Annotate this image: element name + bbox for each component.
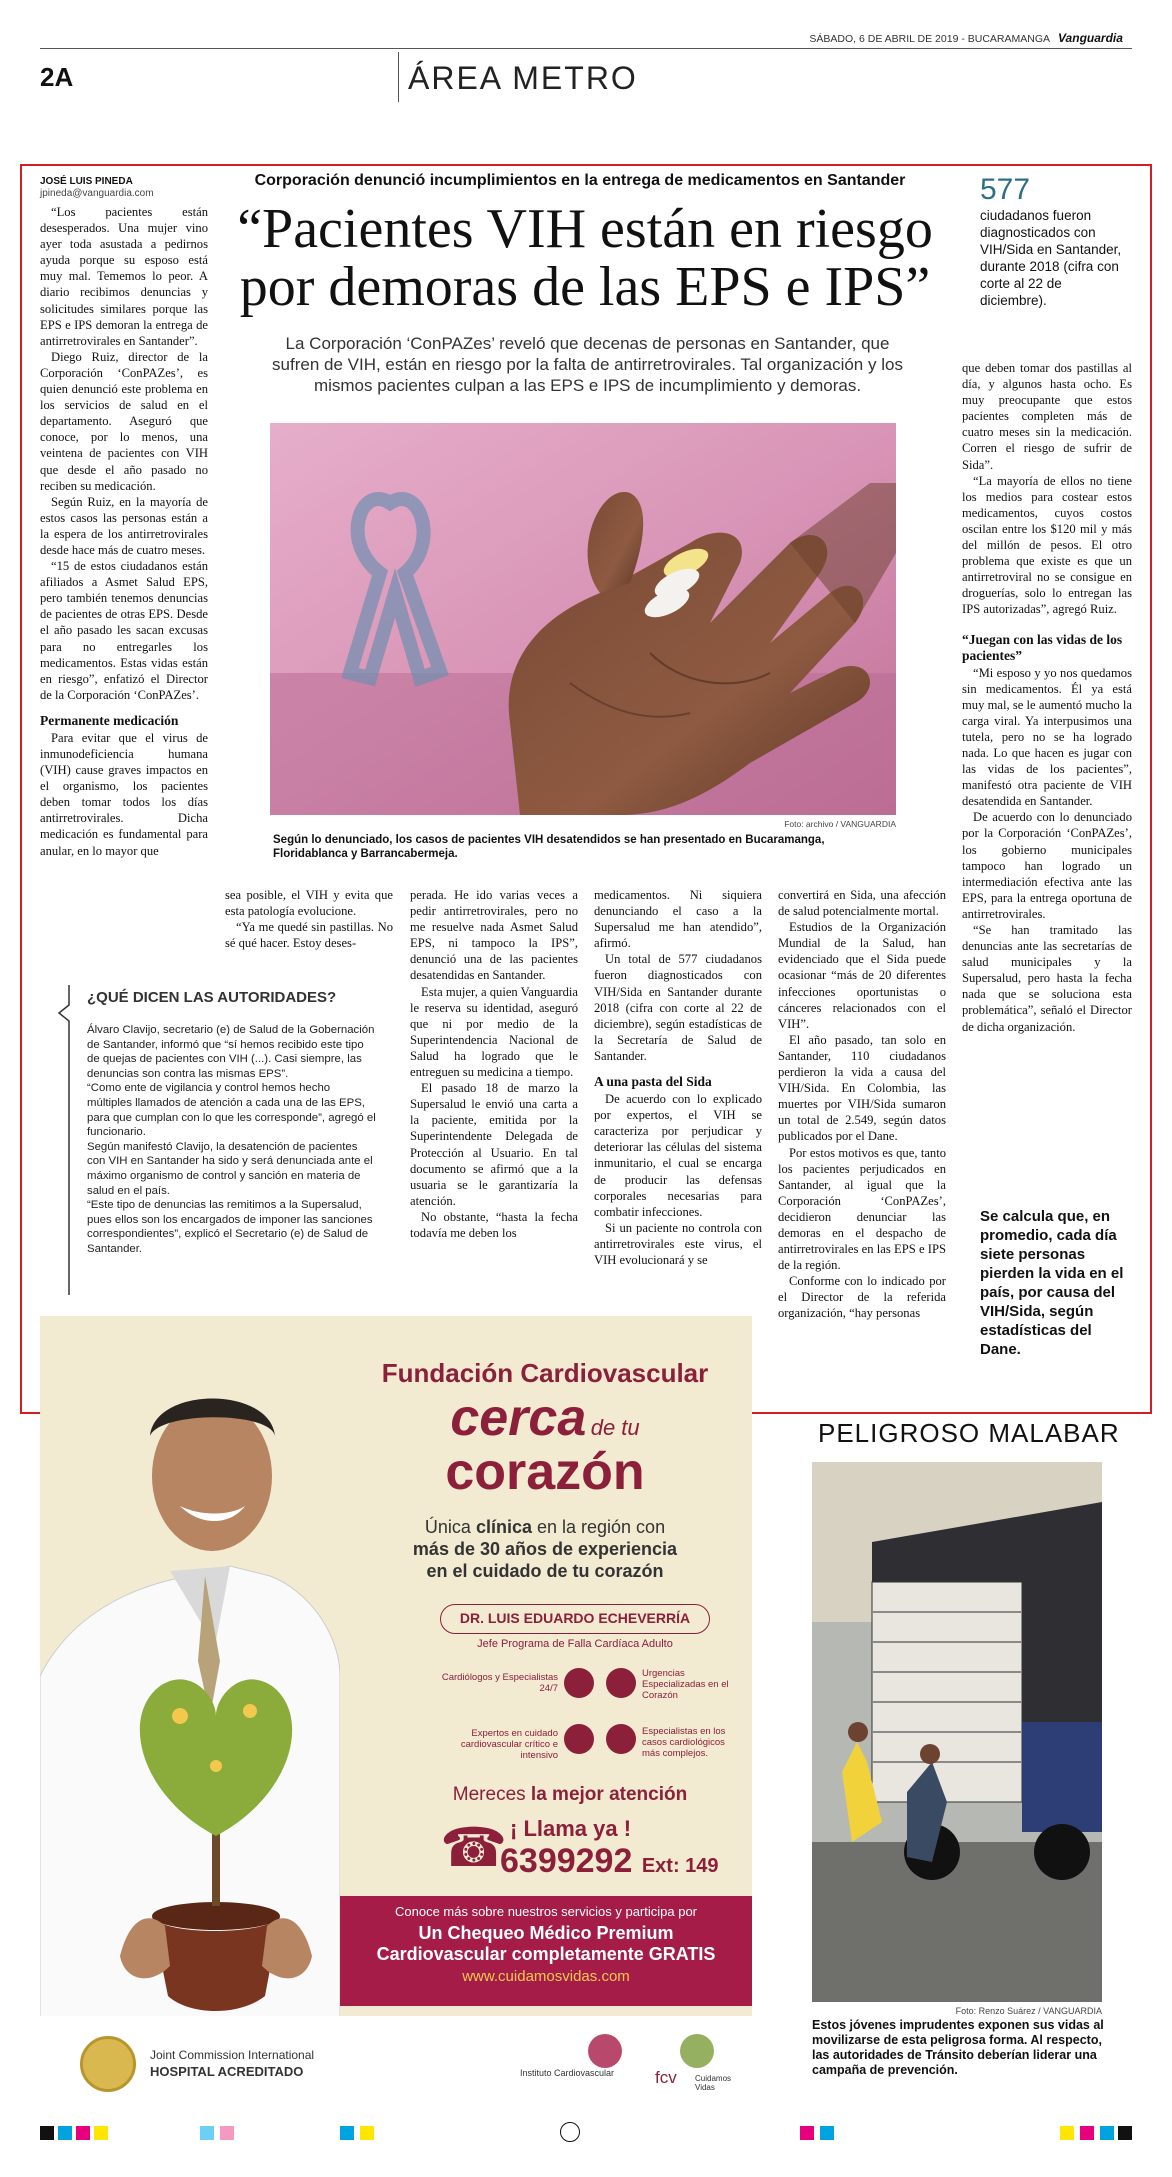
- ad-title: Fundación Cardiovascular: [381, 1358, 709, 1388]
- feature-complex: Especialistas en los casos cardiológicos más complejos.: [642, 1726, 726, 1759]
- paragraph: “Ya me quedé sin pastillas. No sé qué hacer. Estoy deses-: [225, 920, 393, 951]
- cardiovascular-ad: [40, 1316, 752, 2113]
- ad-url[interactable]: www.cuidamosvidas.com: [462, 1968, 630, 1985]
- paragraph: Por estos motivos es que, tanto los pacientes perjudicados en Santander, al igual que la Corporación ‘ConPAZes’, decidieron denunciar las demoras en el despacho de antirretrovirales en las EPS e IPS de la región.: [778, 1145, 946, 1273]
- page-number: 2A: [40, 62, 74, 92]
- brand-logo: Vanguardia: [1058, 31, 1123, 45]
- feature-specialists: Cardiólogos y Especialistas 24/7: [441, 1672, 558, 1694]
- sidebar-stat: Se calcula que, en promedio, cada día siete personas pierden la vida en el país, por causa del VIH/Sida, según estadísticas del Dane.: [980, 1208, 1124, 1358]
- author-email: jpineda@vanguardia.com: [40, 188, 154, 199]
- subhead: “Juegan con las vidas de los pacientes”: [962, 631, 1123, 663]
- column-4: [594, 887, 762, 1268]
- side-photo-caption: Estos jóvenes imprudentes exponen sus vidas al movilizarse de esta peligrosa forma. Al respecto, las autoridades de Tránsito deberían liderar una campaña de prevención.: [812, 2018, 1104, 2077]
- paragraph: De acuerdo con lo explicado por expertos, el VIH se caracteriza por perjudicar y deteriorar las células del sistema inmunitario, el cual se encarga de producir las defensas corporales necesarias para combatir infecciones.: [594, 1092, 762, 1219]
- paragraph: convertirá en Sida, una afección de salud potencialmente mortal.: [778, 888, 946, 919]
- promo-band: [340, 1896, 752, 2006]
- phone-icon: ☎: [440, 1816, 508, 1879]
- side-story-title: PELIGROSO MALABAR: [818, 1418, 1120, 1448]
- headline-line-2: por demoras de las EPS e IPS”: [239, 256, 931, 318]
- hand-pills-illustration: [270, 423, 896, 815]
- column-1: [40, 204, 208, 859]
- section-title: ÁREA METRO: [408, 60, 638, 96]
- hand-pills-photo: [270, 423, 896, 815]
- paragraph: medicamentos. Ni siquiera denunciando el caso a la Supersalud me han atendido”, afirmó.: [594, 888, 762, 951]
- paragraph: perada. He ido varias veces a pedir antirretrovirales, pero no me resuelve nada Asmet Salud EPS, ni tampoco la IPS”, denunció una de las pacientes desatendidas en Santander.: [410, 888, 578, 983]
- fcv-logo-sub: Cuidamos Vidas: [695, 2074, 732, 2092]
- fcv-logo-text: fcv: [655, 2068, 677, 2087]
- paragraph: Si un paciente no controla con antirretrovirales este virus, el VIH evolucionará y se: [594, 1220, 762, 1267]
- stat-text: ciudadanos fueron diagnosticados con VIH/Sida en Santander, durante 2018 (cifra con corte al 22 de diciembre).: [980, 208, 1122, 308]
- paragraph: “La mayoría de ellos no tiene los medios para costear estos medicamentos, cuyos costos oscilan entre los $120 mil y más del millón de pesos. El otro problema que existe es que un antirretroviral no se consigue en droguerías, solo lo entregan las IPS autorizadas”, agregó Ruiz.: [962, 473, 1132, 617]
- paragraph: “Los pacientes están desesperados. Una mujer vino ayer toda asustada a pedirnos ayuda porque su esposo está muy mal. Tememos lo peor. A diario recibimos denuncias y solicitudes similares porque las EPS e IPS demoran la entrega de antirretrovirales en Santander”.: [40, 205, 208, 348]
- authorities-box: [55, 985, 375, 1295]
- paragraph: Según Ruiz, en la mayoría de estos casos las personas están a la espera de los antirretrovirales desde hace más de cuatro meses.: [40, 494, 208, 557]
- headline-line-1: “Pacientes VIH están en riesgo: [237, 198, 933, 260]
- paragraph: “Mi esposo y yo nos quedamos sin medicamentos. Él ya está muy mal, se le aumentó mucho la carga viral. Ya interpusimos una tutela, pero no se ha logrado nada. Lo que hacen es jugar con las vidas de los pacientes”, manifestó otra paciente de VIH desatendida en Santander.: [962, 665, 1132, 809]
- photo-credit: Foto: archivo / VANGUARDIA: [784, 819, 896, 829]
- doctor-title: Jefe Programa de Falla Cardíaca Adulto: [477, 1638, 673, 1650]
- authorities-title: ¿QUÉ DICEN LAS AUTORIDADES?: [87, 989, 337, 1006]
- jci-label-1: Joint Commission International: [150, 2048, 315, 2062]
- header-divider: [398, 52, 399, 102]
- headline: [220, 200, 950, 316]
- jci-seal: [80, 2036, 136, 2092]
- instituto-logo-icon: [588, 2034, 622, 2068]
- subhead: A una pasta del Sida: [594, 1074, 712, 1090]
- ad-phone: 6399292 Ext: 149: [500, 1842, 719, 1880]
- doctor-icon: [564, 1668, 594, 1698]
- print-registration-bar: [40, 2122, 1132, 2140]
- jci-label-2: HOSPITAL ACREDITADO: [150, 2064, 304, 2079]
- ad-slogan-de-tu: de tu: [590, 1415, 640, 1440]
- paragraph: sea posible, el VIH y evita que esta patología evolucione.: [225, 888, 393, 919]
- author-name: JOSÉ LUIS PINEDA: [40, 176, 133, 187]
- truck-photo: [812, 1462, 1102, 2002]
- column-3: [410, 887, 578, 1241]
- column-5: [778, 887, 946, 1322]
- feature-critical: Expertos en cuidado cardiovascular crítico e intensivo: [460, 1728, 558, 1761]
- truck-illustration: [812, 1462, 1102, 2002]
- promo-line-1: Conoce más sobre nuestros servicios y participa por: [394, 1904, 698, 1919]
- ad-call: ¡ Llama ya !: [510, 1816, 632, 1841]
- paragraph: Conforme con lo indicado por el Director de la referida organización, “hay personas: [778, 1274, 946, 1321]
- column-2: [225, 887, 393, 951]
- paragraph: Diego Ruiz, director de la Corporación ‘ConPAZes’, es quien denunció este problema en los servicios de salud en el departamento. Aseguró que conoce, por lo menos, una veintena de pacientes con VIH que desde el año pasado no reciben su medicación.: [40, 349, 208, 493]
- ad-deserve: Mereces la mejor atención: [452, 1784, 688, 1805]
- authorities-body: [87, 1023, 377, 1257]
- ad-slogan: [340, 1388, 750, 1501]
- paragraph: El año pasado, tan solo en Santander, 110 ciudadanos perdieron la vida a causa del VIH/Sida. En Colombia, las muertes por VIH/Sida sumaron un total de 2.549, según datos publicados por el Dane.: [778, 1032, 946, 1144]
- kicker: Corporación denunció incumplimientos en la entrega de medicamentos en Santander: [254, 172, 906, 189]
- paragraph: “Como ente de vigilancia y control hemos hecho múltiples llamados de atención a cada una de las EPS, para que cumplan con lo que les corresponde”, agregó el funcionario.: [87, 1082, 376, 1139]
- stat-number: 577: [980, 173, 1031, 206]
- side-photo-credit: Foto: Renzo Suárez / VANGUARDIA: [955, 2006, 1102, 2016]
- paragraph: No obstante, “hasta la fecha todavía me deben los: [410, 1209, 578, 1240]
- promo-line-3: Cardiovascular completamente GRATIS: [376, 1944, 716, 1964]
- instituto-logo-text: Instituto Cardiovascular: [520, 2068, 615, 2078]
- fcv-logo-icon: [680, 2034, 714, 2068]
- paragraph: “Este tipo de denuncias las remitimos a la Supersalud, pues ellos son los encargados de imponer las sanciones correspondientes”, explicó el Secretario (e) de Salud de Santander.: [87, 1199, 373, 1255]
- paragraph: “15 de estos ciudadanos están afiliados a Asmet Salud EPS, pero también tenemos denuncias de pacientes de otras EPS. Desde el año pasado les sacan excusas para no entregarles los medicamentos. Estas vidas están en riesgo”, enfatizó el Director de la Corporación ‘ConPAZes’.: [40, 559, 208, 702]
- paragraph: Según manifestó Clavijo, la desatención de pacientes con VIH en Santander ha sido y será denunciada ante el máximo organismo de control y sanción en materia de salud en el país.: [87, 1140, 373, 1197]
- doctor-name-box: DR. LUIS EDUARDO ECHEVERRÍA: [440, 1604, 710, 1634]
- team-icon: [606, 1724, 636, 1754]
- paragraph: Un total de 577 ciudadanos fueron diagnosticados con VIH/Sida en Santander durante 2018 (cifra con corte al 22 de diciembre), según estadísticas de la Secretaría de Salud de Santander.: [594, 952, 762, 1063]
- paragraph: Esta mujer, a quien Vanguardia le reserva su identidad, aseguró que ni por medio de la Superintendencia Nacional de Salud ha logrado que le entreguen su medicina a tiempo.: [410, 984, 578, 1080]
- lead-paragraph: La Corporación ‘ConPAZes’ reveló que decenas de personas en Santander, que sufren de VIH, están en riesgo por la falta de antirretrovirales. Tal organización y los mismos pacientes culpan a las EPS e IPS de incumplimiento y demoras.: [272, 334, 903, 395]
- paragraph: El pasado 18 de marzo la Supersalud le envió una carta a la paciente, emitida por la Superintendente Delegada de Protección al Usuario. En tal documento se afirmó que a la usuaria se le garantizaría la atención.: [410, 1081, 578, 1208]
- paragraph: que deben tomar dos pastillas al día, y algunos hasta ocho. Es muy preocupante que estos pacientes completen más de cuatro meses sin la medicación. Corren el riesgo de sufrir de Sida”.: [962, 361, 1132, 472]
- doctor-illustration: [40, 1316, 340, 2113]
- ad-footer: [40, 2016, 752, 2113]
- ad-tagline: Única clínica en la región con más de 30 años de experiencia en el cuidado de tu corazón: [412, 1517, 678, 1581]
- paragraph: Álvaro Clavijo, secretario (e) de Salud de la Gobernación de Santander, informó que “sí hemos recibido este tipo de quejas de pacientes con VIH (...). Casi siempre, las denuncias son contra las mismas EPS”.: [87, 1024, 375, 1080]
- paragraph: Para evitar que el virus de inmunodeficiencia humana (VIH) cause graves impactos en el organismo, los pacientes deben tomar todos los días antirretrovirales. Dicha medicación es fundamental para anular, en lo mayor que: [40, 730, 208, 858]
- ad-slogan-cerca: cerca: [450, 1389, 587, 1447]
- header-rule: [40, 48, 1132, 49]
- dateline: SÁBADO, 6 DE ABRIL DE 2019 - BUCARAMANGA: [809, 33, 1050, 45]
- paragraph: “Se han tramitado las denuncias ante las secretarías de salud municipales y la Supersalud, pero hasta la fecha nada que se soluciona esta problemática”, señaló el Director de dicha organización.: [962, 923, 1132, 1034]
- photo-caption: Según lo denunciado, los casos de pacientes VIH desatendidos se han presentado en Bucaramanga, Floridablanca y Barrancabermeja.: [273, 834, 825, 860]
- bracket-line: [55, 985, 75, 1295]
- column-6: [962, 360, 1132, 1035]
- promo-line-2: Un Chequeo Médico Premium: [418, 1923, 674, 1943]
- paragraph: Estudios de la Organización Mundial de la Salud, han evidenciado que el Sida puede ocasionar “más de 20 diferentes infecciones oportunistas o cánceres relacionados con el VIH”.: [778, 920, 946, 1031]
- heart-icon: [564, 1724, 594, 1754]
- ad-slogan-corazon: corazón: [445, 1443, 645, 1501]
- ambulance-icon: [606, 1668, 636, 1698]
- feature-emergency: Urgencias Especializadas en el Corazón: [642, 1668, 729, 1701]
- paragraph: De acuerdo con lo denunciado por la Corporación ‘ConPAZes’, los gobierno municipales tampoco han logrado un intermediación efectiva ante las EPS, para la entrega oportuna de antirretrovirales.: [962, 810, 1132, 921]
- subhead: Permanente medicación: [40, 712, 179, 728]
